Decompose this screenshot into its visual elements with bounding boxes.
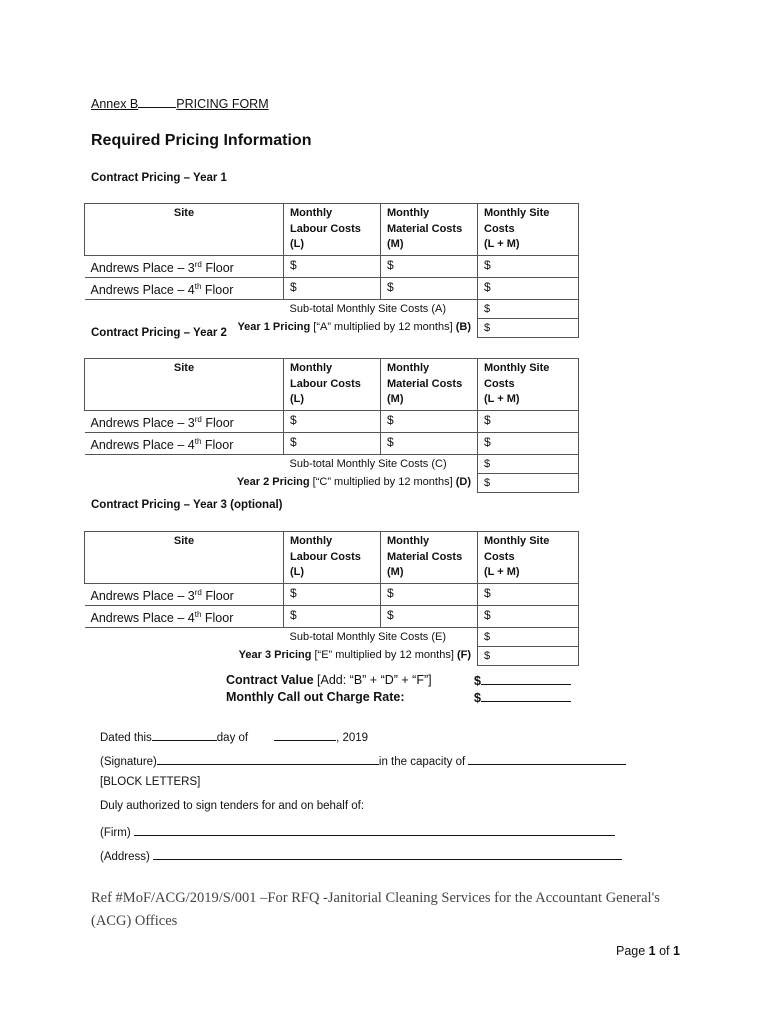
labour-cost-input[interactable]: $ <box>284 583 381 605</box>
col-material: Monthly Material Costs (M) <box>381 532 478 584</box>
site-name: Andrews Place – 3rd Floor <box>85 255 284 277</box>
site-name: Andrews Place – 4th Floor <box>85 432 284 454</box>
material-cost-input[interactable]: $ <box>381 277 478 299</box>
yearly-pricing-label: Year 3 Pricing [“E” multiplied by 12 months] (F) <box>238 649 471 662</box>
yearly-pricing-input[interactable]: $ <box>478 646 579 665</box>
year2-heading: Contract Pricing – Year 2 <box>91 327 227 339</box>
col-labour: Monthly Labour Costs (L) <box>284 359 381 411</box>
material-cost-input[interactable]: $ <box>381 583 478 605</box>
address-field[interactable] <box>153 848 622 860</box>
labour-cost-input[interactable]: $ <box>284 410 381 432</box>
month-field[interactable] <box>274 729 336 741</box>
subtotal-label: Sub-total Monthly Site Costs (C) <box>289 457 447 470</box>
site-name: Andrews Place – 4th Floor <box>85 605 284 627</box>
material-cost-input[interactable]: $ <box>381 410 478 432</box>
callout-rate-input[interactable]: $ <box>474 690 571 705</box>
firm-line: (Firm) <box>100 824 615 839</box>
year3-heading: Contract Pricing – Year 3 (optional) <box>91 499 283 511</box>
signature-field[interactable] <box>157 753 379 765</box>
yearly-pricing-label: Year 2 Pricing [“C” multiplied by 12 months] (D) <box>236 476 471 489</box>
address-line: (Address) <box>100 848 622 863</box>
col-material: Monthly Material Costs (M) <box>381 359 478 411</box>
col-material: Monthly Material Costs (M) <box>381 204 478 256</box>
subtotal-row <box>85 627 579 646</box>
form-title: PRICING FORM <box>176 97 269 111</box>
year1-header-row <box>85 204 579 256</box>
year1-heading: Contract Pricing – Year 1 <box>91 172 227 184</box>
subtotal-label: Sub-total Monthly Site Costs (A) <box>289 302 447 315</box>
yearly-pricing-input[interactable]: $ <box>478 318 579 337</box>
labour-cost-input[interactable]: $ <box>284 432 381 454</box>
annex-label: Annex B <box>91 97 139 111</box>
site-cost-input[interactable]: $ <box>478 432 579 454</box>
table-row <box>85 277 579 299</box>
year2-header-row <box>85 359 579 411</box>
table-row <box>85 255 579 277</box>
table-row <box>85 605 579 627</box>
site-name: Andrews Place – 3rd Floor <box>85 583 284 605</box>
dated-line: Dated this day of , 2019 <box>100 729 368 744</box>
authorized-text: Duly authorized to sign tenders for and on behalf of: <box>100 800 365 812</box>
col-site-costs: Monthly Site Costs (L + M) <box>478 532 579 584</box>
yearly-pricing-row <box>85 646 579 665</box>
col-site: Site <box>85 359 284 411</box>
labour-cost-input[interactable]: $ <box>284 605 381 627</box>
firm-field[interactable] <box>134 824 615 836</box>
subtotal-input[interactable]: $ <box>478 454 579 473</box>
subtotal-input[interactable]: $ <box>478 627 579 646</box>
subtotal-input[interactable]: $ <box>478 299 579 318</box>
site-cost-input[interactable]: $ <box>478 255 579 277</box>
subtotal-row <box>85 299 579 318</box>
labour-cost-input[interactable]: $ <box>284 255 381 277</box>
col-site-costs: Monthly Site Costs (L + M) <box>478 204 579 256</box>
material-cost-input[interactable]: $ <box>381 605 478 627</box>
yearly-pricing-row <box>85 473 579 492</box>
yearly-pricing-label: Year 1 Pricing [“A” multiplied by 12 months] (B) <box>237 321 471 334</box>
annex-gap <box>138 96 176 108</box>
page-title: Required Pricing Information <box>91 132 312 149</box>
site-name: Andrews Place – 3rd Floor <box>85 410 284 432</box>
annex-heading <box>91 96 269 111</box>
site-name: Andrews Place – 4th Floor <box>85 277 284 299</box>
year2-table <box>84 358 579 493</box>
callout-rate-label: Monthly Call out Charge Rate: <box>226 690 405 704</box>
subtotal-row <box>85 454 579 473</box>
col-labour: Monthly Labour Costs (L) <box>284 532 381 584</box>
col-site-costs: Monthly Site Costs (L + M) <box>478 359 579 411</box>
col-site: Site <box>85 204 284 256</box>
year1-table <box>84 203 579 338</box>
day-field[interactable] <box>152 729 217 741</box>
site-cost-input[interactable]: $ <box>478 277 579 299</box>
table-row <box>85 432 579 454</box>
col-site: Site <box>85 532 284 584</box>
yearly-pricing-input[interactable]: $ <box>478 473 579 492</box>
contract-value-label: Contract Value [Add: “B” + “D” + “F”] <box>226 673 432 687</box>
reference-footer: Ref #MoF/ACG/2019/S/001 –For RFQ -Janitorial Cleaning Services for the Accountant General's (ACG) Offices <box>91 890 660 929</box>
subtotal-label: Sub-total Monthly Site Costs (E) <box>289 630 447 643</box>
site-cost-input[interactable]: $ <box>478 583 579 605</box>
col-labour: Monthly Labour Costs (L) <box>284 204 381 256</box>
block-letters: [BLOCK LETTERS] <box>100 776 201 788</box>
contract-value-input[interactable]: $ <box>474 673 571 688</box>
labour-cost-input[interactable]: $ <box>284 277 381 299</box>
material-cost-input[interactable]: $ <box>381 255 478 277</box>
material-cost-input[interactable]: $ <box>381 432 478 454</box>
table-row <box>85 410 579 432</box>
signature-line: (Signature) in the capacity of <box>100 753 626 768</box>
table-row <box>85 583 579 605</box>
page-number: Page 1 of 1 <box>616 944 680 958</box>
capacity-field[interactable] <box>468 753 626 765</box>
site-cost-input[interactable]: $ <box>478 410 579 432</box>
year3-table <box>84 531 579 666</box>
site-cost-input[interactable]: $ <box>478 605 579 627</box>
year3-header-row <box>85 532 579 584</box>
